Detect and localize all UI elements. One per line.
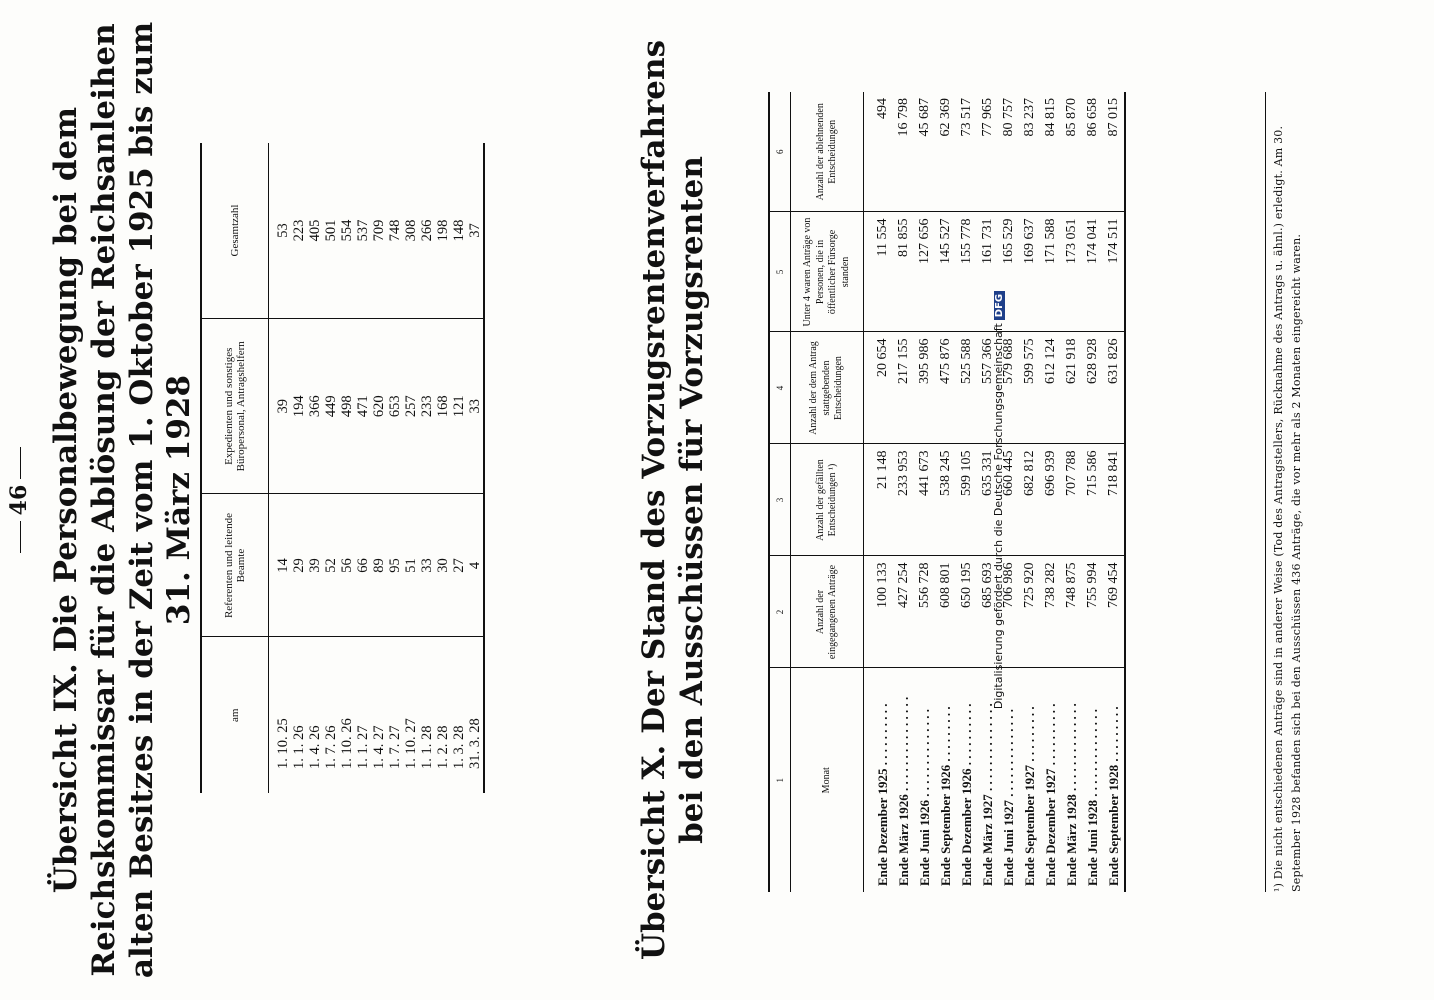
table10-cell: Ende Dezember 1925 . . . . . . . . . . bbox=[864, 668, 894, 892]
table10-row bbox=[893, 92, 914, 892]
table10-header-fuersorge: Unter 4 waren Anträge von Personen, die in öffentlicher Fürsorge standen bbox=[791, 212, 864, 332]
table9-cell: 14 bbox=[269, 494, 292, 637]
table10-cell: 45 687 bbox=[917, 98, 932, 137]
table10-colnum-5: 5 bbox=[769, 212, 791, 332]
table9-cell: 31. 3. 28 bbox=[467, 637, 484, 793]
table10-header-ablehnend: Anzahl der ablehnenden Entscheidungen bbox=[791, 92, 864, 212]
table10-cell: Ende Dezember 1926 . . . . . . . . . . bbox=[956, 668, 977, 892]
table9-cell: 405 bbox=[307, 219, 323, 242]
table10-cell: 21 148 bbox=[864, 444, 894, 556]
table9-cell: 37 bbox=[467, 223, 483, 238]
table10-cell: 165 529 bbox=[998, 212, 1019, 332]
table9-cell: 29 bbox=[291, 494, 307, 637]
table10 bbox=[768, 92, 1126, 892]
table9-cell: 366 bbox=[307, 319, 323, 495]
table10-cell: 718 841 bbox=[1103, 444, 1125, 556]
table10-cell: 650 195 bbox=[956, 556, 977, 668]
table9-cell: 198 bbox=[435, 219, 451, 242]
table10-cell: 608 801 bbox=[935, 556, 956, 668]
table10-cell: 685 693 bbox=[977, 556, 998, 668]
table10-row bbox=[956, 92, 977, 892]
table9-cell: 1. 1. 28 bbox=[419, 637, 435, 793]
table10-cell: 738 282 bbox=[1040, 556, 1061, 668]
table10-title: Übersicht X. Der Stand des Vorzugsrentenverfahrens bei den Ausschüssen für Vorzugsrenten bbox=[636, 39, 710, 961]
table9-row bbox=[419, 143, 435, 793]
table10-row bbox=[1019, 92, 1040, 892]
table10-cell: 660 445 bbox=[998, 444, 1019, 556]
table10-cell: 83 237 bbox=[1022, 98, 1037, 137]
table9-cell: 620 bbox=[371, 319, 387, 495]
table10-cell: 145 527 bbox=[935, 212, 956, 332]
table9-cell: 471 bbox=[355, 319, 371, 495]
table9-cell: 449 bbox=[323, 319, 339, 495]
table9-cell: 33 bbox=[419, 494, 435, 637]
table10-header-stattgebend: Anzahl der dem Antrag stattgebenden Entscheidungen bbox=[791, 332, 864, 444]
table10-cell: 174 041 bbox=[1082, 212, 1103, 332]
table9-cell: 1. 7. 26 bbox=[323, 637, 339, 793]
table9-cell: 53 bbox=[275, 223, 291, 238]
table9-header-referenten: Referenten und leitende Beamte bbox=[201, 494, 269, 637]
table9-cell: 194 bbox=[291, 319, 307, 495]
table10-header-monat: Monat bbox=[791, 668, 864, 892]
table10-cell: 16 798 bbox=[896, 98, 911, 137]
table9-row bbox=[307, 143, 323, 793]
digitization-note: Digitalisierung gefördert durch die Deutsche Forschungsgemeinschaft bbox=[992, 323, 1005, 710]
table10-footnote: ¹) Die nicht entschiedenen Anträge sind in anderer Weise (Tod des Antragstellers, Rücknahme des Antrags u. ähnl.) erledigt. Am 30. September 1928 befanden sich bei den Ausschüssen 436 Anträge, die vor mehr als 2 Monaten eingereicht waren. bbox=[1265, 92, 1305, 892]
table9-row bbox=[451, 143, 467, 793]
table10-cell: Ende Juni 1928 . . . . . . . . . . . . . . bbox=[1082, 668, 1103, 892]
table10-cell: 427 254 bbox=[893, 556, 914, 668]
table9-row bbox=[323, 143, 339, 793]
table10-cell: 155 778 bbox=[956, 212, 977, 332]
table9-cell: 308 bbox=[403, 219, 419, 242]
table10-row bbox=[935, 92, 956, 892]
table10-cell: 85 870 bbox=[1064, 98, 1079, 137]
table10-cell: 171 588 bbox=[1040, 212, 1061, 332]
table10-colnum-3: 3 bbox=[769, 444, 791, 556]
table10-cell: 707 788 bbox=[1061, 444, 1082, 556]
table9-cell: 1. 3. 28 bbox=[451, 637, 467, 793]
table9-cell: 1. 2. 28 bbox=[435, 637, 451, 793]
table10-colnum-6: 6 bbox=[769, 92, 791, 212]
table9-cell: 33 bbox=[467, 319, 484, 495]
table10-cell: 73 517 bbox=[959, 98, 974, 137]
table9-cell: 4 bbox=[467, 494, 484, 637]
table10-cell: 494 bbox=[875, 98, 890, 119]
table10-cell: 557 366 bbox=[977, 332, 998, 444]
table10-cell: 20 654 bbox=[864, 332, 894, 444]
table10-cell: 621 918 bbox=[1061, 332, 1082, 444]
table10-cell: 599 105 bbox=[956, 444, 977, 556]
table9-row bbox=[403, 143, 419, 793]
table9-cell: 709 bbox=[371, 219, 387, 242]
table9-cell: 66 bbox=[355, 494, 371, 637]
table9-cell: 1. 7. 27 bbox=[387, 637, 403, 793]
table9-cell: 1. 1. 26 bbox=[291, 637, 307, 793]
table10-cell: Ende Juni 1926 . . . . . . . . . . . . . . bbox=[914, 668, 935, 892]
table10-cell: 612 124 bbox=[1040, 332, 1061, 444]
table9-cell: 89 bbox=[371, 494, 387, 637]
table10-row bbox=[1082, 92, 1103, 892]
table10-cell: 233 953 bbox=[893, 444, 914, 556]
table10-cell: 80 757 bbox=[1001, 98, 1016, 137]
table10-cell: 174 511 bbox=[1103, 212, 1125, 332]
table10-cell: 706 986 bbox=[998, 556, 1019, 668]
table9 bbox=[200, 143, 485, 793]
table9-row bbox=[339, 143, 355, 793]
table9-header-expedienten: Expedienten und sonstiges Büropersonal, Antragshelfern bbox=[201, 319, 269, 495]
table10-colnum-1: 1 bbox=[769, 668, 791, 892]
table10-cell: Ende Juni 1927 . . . . . . . . . . . . . . bbox=[998, 668, 1019, 892]
table10-cell: 395 986 bbox=[914, 332, 935, 444]
table9-cell: 1. 4. 27 bbox=[371, 637, 387, 793]
table9-cell: 51 bbox=[403, 494, 419, 637]
table9-row bbox=[371, 143, 387, 793]
table10-cell: 579 688 bbox=[998, 332, 1019, 444]
table9-header-date: am bbox=[201, 637, 269, 793]
table9-cell: 501 bbox=[323, 219, 339, 242]
table10-cell: 715 586 bbox=[1082, 444, 1103, 556]
table10-column-number-row bbox=[769, 92, 791, 892]
table10-cell: 84 815 bbox=[1043, 98, 1058, 137]
table10-cell: Ende September 1926 . . . . . . . . . bbox=[935, 668, 956, 892]
table10-cell: 11 554 bbox=[864, 212, 894, 332]
table9-cell: 1. 4. 26 bbox=[307, 637, 323, 793]
table9-row bbox=[291, 143, 307, 793]
table10-cell: Ende September 1927 . . . . . . . . . bbox=[1019, 668, 1040, 892]
table9-cell: 52 bbox=[323, 494, 339, 637]
table10-cell: 127 656 bbox=[914, 212, 935, 332]
table10-cell: Ende März 1926 . . . . . . . . . . . . . . . bbox=[893, 668, 914, 892]
table10-cell: Ende September 1928 . . . . . . . . . bbox=[1103, 668, 1125, 892]
table10-cell: 87 015 bbox=[1106, 98, 1121, 137]
table10-cell: 599 575 bbox=[1019, 332, 1040, 444]
table9-cell: 30 bbox=[435, 494, 451, 637]
table10-cell: 77 965 bbox=[980, 98, 995, 137]
table9-cell: 1. 10. 27 bbox=[403, 637, 419, 793]
table9-cell: 554 bbox=[339, 219, 355, 242]
table9-cell: 1. 1. 27 bbox=[355, 637, 371, 793]
table10-cell: 86 658 bbox=[1085, 98, 1100, 137]
table9-cell: 653 bbox=[387, 319, 403, 495]
table10-cell: 748 875 bbox=[1061, 556, 1082, 668]
table10-colnum-2: 2 bbox=[769, 556, 791, 668]
table10-cell: 62 369 bbox=[938, 98, 953, 137]
table10-cell: 556 728 bbox=[914, 556, 935, 668]
table9-row bbox=[269, 143, 292, 793]
table10-cell: Ende März 1927 . . . . . . . . . . . . . . bbox=[977, 668, 998, 892]
table9-row bbox=[387, 143, 403, 793]
table10-cell: 631 826 bbox=[1103, 332, 1125, 444]
table10-cell: 161 731 bbox=[977, 212, 998, 332]
table10-cell: 173 051 bbox=[1061, 212, 1082, 332]
table10-colnum-4: 4 bbox=[769, 332, 791, 444]
page-number bbox=[6, 0, 32, 1000]
table9-row bbox=[467, 143, 484, 793]
table10-cell: 755 994 bbox=[1082, 556, 1103, 668]
table10-cell: 696 939 bbox=[1040, 444, 1061, 556]
table9-cell: 537 bbox=[355, 219, 371, 242]
table9-header-gesamtzahl: Gesamtzahl bbox=[201, 143, 269, 319]
table9-cell: 39 bbox=[269, 319, 292, 495]
table10-row bbox=[1040, 92, 1061, 892]
table10-cell: 475 876 bbox=[935, 332, 956, 444]
table10-cell: Ende März 1928 . . . . . . . . . . . . . . bbox=[1061, 668, 1082, 892]
table10-cell: 635 331 bbox=[977, 444, 998, 556]
table10-cell: 725 920 bbox=[1019, 556, 1040, 668]
table10-cell: 538 245 bbox=[935, 444, 956, 556]
table10-header-eingegangen: Anzahl der eingegangenen Anträge bbox=[791, 556, 864, 668]
table9-cell: 266 bbox=[419, 219, 435, 242]
table9-cell: 223 bbox=[291, 219, 307, 242]
table9-cell: 39 bbox=[307, 494, 323, 637]
digitization-credit bbox=[992, 0, 1005, 1000]
table9-body bbox=[269, 143, 485, 793]
table9-row bbox=[435, 143, 451, 793]
table9-cell: 95 bbox=[387, 494, 403, 637]
table10-cell: 441 673 bbox=[914, 444, 935, 556]
table10-cell: 217 155 bbox=[893, 332, 914, 444]
table10-cell: 682 812 bbox=[1019, 444, 1040, 556]
page-number-text: 46 bbox=[6, 484, 32, 516]
table9-cell: 148 bbox=[451, 219, 467, 242]
table10-row bbox=[864, 92, 894, 892]
table9-header-row bbox=[201, 143, 269, 793]
table10-row bbox=[1103, 92, 1125, 892]
table9-cell: 121 bbox=[451, 319, 467, 495]
table9-cell: 498 bbox=[339, 319, 355, 495]
table10-cell: 169 637 bbox=[1019, 212, 1040, 332]
table9-row bbox=[355, 143, 371, 793]
table9-cell: 1. 10. 25 bbox=[269, 637, 292, 793]
table10-row bbox=[914, 92, 935, 892]
dfg-logo: DFG bbox=[994, 291, 1005, 320]
table9-cell: 1. 10. 26 bbox=[339, 637, 355, 793]
table9-cell: 168 bbox=[435, 319, 451, 495]
table9-cell: 748 bbox=[387, 219, 403, 242]
table10-cell: Ende Dezember 1927 . . . . . . . . . . bbox=[1040, 668, 1061, 892]
table10-row bbox=[1061, 92, 1082, 892]
table10-cell: 525 588 bbox=[956, 332, 977, 444]
table9-title: Übersicht IX. Die Personalbewegung bei dem Reichskommissar für die Ablösung der Reichsanleihen alten Besitzes in der Zeit vom 1. Oktober 1925 bis zum 31. März 1928 bbox=[48, 21, 198, 979]
table10-header-row bbox=[791, 92, 864, 892]
table9-cell: 257 bbox=[403, 319, 419, 495]
table10-cell: 628 928 bbox=[1082, 332, 1103, 444]
table10-cell: 81 855 bbox=[893, 212, 914, 332]
table9-cell: 27 bbox=[451, 494, 467, 637]
table10-cell: 100 133 bbox=[864, 556, 894, 668]
table10-header-gefaellt: Anzahl der gefällten Entscheidungen ¹) bbox=[791, 444, 864, 556]
table9-cell: 56 bbox=[339, 494, 355, 637]
table9-cell: 233 bbox=[419, 319, 435, 495]
table10-cell: 769 454 bbox=[1103, 556, 1125, 668]
